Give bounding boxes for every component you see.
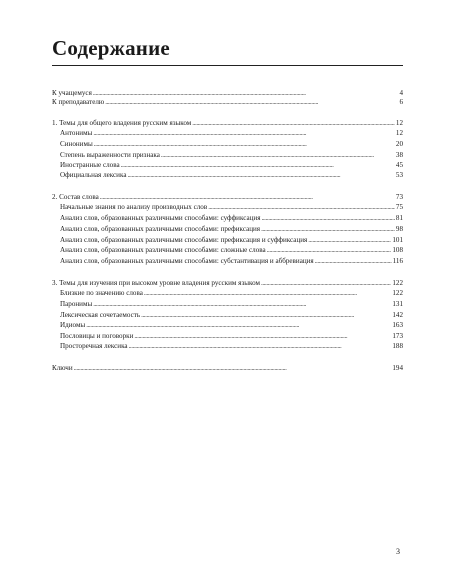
toc-leader-dots [74, 363, 392, 373]
toc-section-entry[interactable] [52, 192, 403, 202]
toc-entry-title: Начальные знания по анализу производных слов [60, 203, 208, 211]
toc-entry[interactable] [60, 235, 403, 245]
toc-entry-title: 1. Темы для общего владения русским языком [52, 119, 192, 127]
toc-entry-page: 75 [395, 203, 403, 211]
toc-entry-title: Синонимы [60, 140, 93, 148]
toc-entry-page: 108 [392, 246, 403, 254]
toc-entry-page: 194 [392, 364, 403, 372]
toc-leader-dots [129, 341, 392, 351]
toc-entry-title: Степень выраженности признака [60, 151, 160, 159]
toc-entry-title: Антонимы [60, 129, 93, 137]
toc-entry-title: Лексическая сочетаемость [60, 311, 141, 319]
toc-entry-page: 4 [399, 89, 403, 97]
toc-entry-title: 3. Темы для изучения при высоком уровне владения русским языком [52, 279, 261, 287]
toc-leader-dots [105, 97, 398, 107]
toc-entry-title: Анализ слов, образованных различными способами: префиксация [60, 225, 261, 233]
toc-entry[interactable] [52, 97, 403, 107]
toc-leader-dots [93, 128, 395, 138]
toc-entry-title: Пословицы и поговорки [60, 332, 134, 340]
toc-entry[interactable] [52, 363, 403, 373]
toc-leader-dots [86, 320, 391, 330]
toc-entry-page: 116 [392, 257, 403, 265]
toc-section-entry[interactable] [52, 278, 403, 288]
toc-entry-page: 142 [392, 311, 403, 319]
toc-entry-title: Анализ слов, образованных различными способами: субстантивация и аббревиация [60, 257, 314, 265]
toc-entry[interactable] [60, 341, 403, 351]
toc-entry[interactable] [60, 310, 403, 320]
toc-entry[interactable] [60, 139, 403, 149]
toc-entry-title: Идиомы [60, 321, 86, 329]
toc-leader-dots [192, 118, 395, 128]
toc-entry[interactable] [60, 202, 403, 212]
toc-entry-page: 122 [392, 279, 403, 287]
toc-entry[interactable] [60, 331, 403, 341]
toc-entry-title: Анализ слов, образованных различными способами: суффиксация [60, 214, 261, 222]
toc-entry-page: 188 [392, 342, 403, 350]
toc-entry-title: К преподавателю [52, 98, 105, 106]
toc-leader-dots [100, 192, 395, 202]
toc-entry-title: Официальная лексика [60, 171, 127, 179]
toc-entry-title: Просторечная лексика [60, 342, 128, 350]
toc-leader-dots [134, 331, 391, 341]
toc-entry[interactable] [60, 320, 403, 330]
toc-leader-dots [308, 235, 391, 245]
toc-entry[interactable] [60, 256, 403, 266]
toc-entry[interactable] [60, 160, 403, 170]
toc-leader-dots [93, 299, 391, 309]
toc-leader-dots [94, 139, 395, 149]
toc-entry[interactable] [60, 213, 403, 223]
toc-leader-dots [315, 256, 392, 266]
toc-entry-title: Ключи [52, 364, 73, 372]
toc-entry-title: Паронимы [60, 300, 93, 308]
toc-entry[interactable] [60, 245, 403, 255]
toc-entry-page: 131 [392, 300, 403, 308]
toc-leader-dots [121, 160, 395, 170]
toc-leader-dots [208, 202, 395, 212]
toc-leader-dots [267, 245, 392, 255]
toc-entry-title: Иностранные слова [60, 161, 120, 169]
toc-entry[interactable] [60, 224, 403, 234]
page-title: Содержание [52, 36, 170, 60]
toc-entry-page: 53 [395, 171, 403, 179]
toc-section-entry[interactable] [52, 118, 403, 128]
toc-leader-dots [261, 278, 391, 288]
toc-entry-page: 20 [395, 140, 403, 148]
toc-entry-title: К учащемуся [52, 89, 92, 97]
toc-entry[interactable] [60, 170, 403, 180]
toc-entry-page: 73 [395, 193, 403, 201]
toc-entry-page: 6 [399, 98, 403, 106]
toc-entry-page: 81 [395, 214, 403, 222]
toc-entry-page: 101 [392, 236, 403, 244]
toc-entry-page: 12 [395, 129, 403, 137]
toc-leader-dots [127, 170, 394, 180]
toc-entry-page: 38 [395, 151, 403, 159]
toc-entry-page: 45 [395, 161, 403, 169]
toc-entry-page: 173 [392, 332, 403, 340]
toc-leader-dots [144, 288, 391, 298]
toc-entry[interactable] [60, 299, 403, 309]
toc-entry-title: Анализ слов, образованных различными способами: префиксация и суффиксация [60, 236, 308, 244]
toc-entry-page: 163 [392, 321, 403, 329]
toc-entry-page: 122 [392, 289, 403, 297]
toc-entry[interactable] [60, 150, 403, 160]
toc-entry[interactable] [60, 128, 403, 138]
page-number: 3 [396, 547, 400, 556]
toc-entry-title: 2. Состав слова [52, 193, 99, 201]
toc-entry[interactable] [60, 288, 403, 298]
toc-entry-page: 12 [395, 119, 403, 127]
toc-entry-page: 98 [395, 225, 403, 233]
toc-leader-dots [141, 310, 391, 320]
toc-leader-dots [261, 224, 395, 234]
toc-leader-dots [161, 150, 395, 160]
toc-leader-dots [261, 213, 394, 223]
toc-entry-title: Анализ слов, образованных различными способами: сложные слова [60, 246, 266, 254]
toc-entry-title: Близкие по значению слова [60, 289, 143, 297]
